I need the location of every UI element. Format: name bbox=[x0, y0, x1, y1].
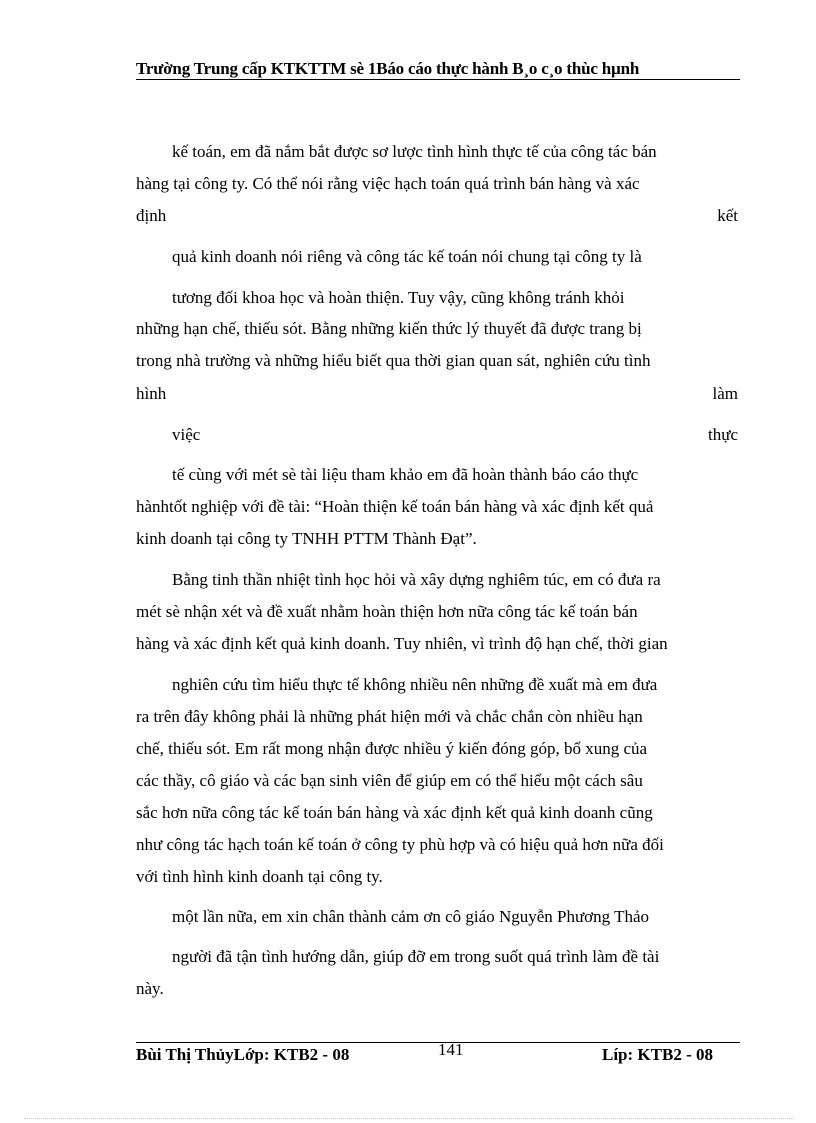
body-line: sắc hơn nữa công tác kế toán bán hàng và xác định kết quả kinh doanh cũng bbox=[136, 803, 653, 822]
body-line: tương đối khoa học và hoàn thiện. Tuy vậy, cũng không tránh khỏi bbox=[172, 288, 625, 307]
body-line: kế toán, em đã nắm bắt được sơ lược tình hình thực tế của công tác bán bbox=[172, 142, 657, 161]
body-line-right: kết bbox=[717, 206, 738, 225]
body-line: tế cùng với mét sè tài liệu tham khảo em đã hoàn thành báo cáo thực bbox=[172, 465, 639, 484]
body-line-justified bbox=[136, 205, 738, 227]
footer-class: Líp: KTB2 - 08 bbox=[602, 1045, 713, 1064]
body-line: quả kinh doanh nói riêng và công tác kế toán nói chung tại công ty là bbox=[172, 247, 642, 266]
body-line: các thầy, cô giáo và các bạn sinh viên để giúp em có thể hiểu một cách sâu bbox=[136, 771, 643, 790]
body-line-left: định bbox=[136, 206, 167, 225]
body-line: những hạn chế, thiếu sót. Bằng những kiến thức lý thuyết đã được trang bị bbox=[136, 319, 642, 338]
body-line: này. bbox=[136, 979, 164, 998]
body-line: một lần nữa, em xin chân thành cảm ơn cô giáo Nguyễn Phương Thảo bbox=[172, 907, 650, 926]
body-line: Bằng tinh thần nhiệt tình học hỏi và xây dựng nghiêm túc, em có đưa ra bbox=[172, 570, 661, 589]
footer-author: Bùi Thị ThủyLớp: KTB2 - 08 bbox=[136, 1045, 350, 1064]
page-header: Trường Trung cấp KTKTTM sè 1Báo cáo thực hành B¸o c¸o thùc hµnh bbox=[136, 59, 640, 78]
body-line-left: việc bbox=[172, 425, 201, 444]
page-edge-divider bbox=[24, 1118, 794, 1119]
body-line: hàng tại công ty. Có thể nói rằng việc hạch toán quá trình bán hàng và xác bbox=[136, 174, 640, 193]
body-line: nghiên cứu tìm hiểu thực tế không nhiều nên những đề xuất mà em đưa bbox=[172, 675, 658, 694]
body-line: hàng và xác định kết quả kinh doanh. Tuy nhiên, vì trình độ hạn chế, thời gian bbox=[136, 634, 668, 653]
body-line: mét sè nhận xét và đề xuất nhằm hoàn thiện hơn nữa công tác kế toán bán bbox=[136, 602, 638, 621]
body-line-justified bbox=[136, 383, 738, 405]
page-number: 141 bbox=[438, 1040, 464, 1059]
body-line: với tình hình kinh doanh tại công ty. bbox=[136, 867, 383, 886]
body-line: người đã tận tình hướng dẫn, giúp đỡ em trong suốt quá trình làm đề tài bbox=[172, 947, 660, 966]
body-line: ra trên đây không phải là những phát hiện mới và chắc chắn còn nhiều hạn bbox=[136, 707, 643, 726]
body-line: chế, thiếu sót. Em rất mong nhận được nhiều ý kiến đóng góp, bổ xung của bbox=[136, 739, 648, 758]
body-line-justified bbox=[172, 424, 738, 446]
body-line: trong nhà trường và những hiểu biết qua thời gian quan sát, nghiên cứu tình bbox=[136, 351, 651, 370]
body-line-left: hình bbox=[136, 384, 167, 403]
body-line-right: thực bbox=[708, 425, 738, 444]
body-line: như công tác hạch toán kế toán ở công ty phù hợp và có hiệu quả hơn nữa đối bbox=[136, 835, 664, 854]
body-line: kinh doanh tại công ty TNHH PTTM Thành Đạt”. bbox=[136, 529, 477, 548]
body-line: hànhtốt nghiệp với đề tài: “Hoàn thiện kế toán bán hàng và xác định kết quả bbox=[136, 497, 654, 516]
header-divider bbox=[136, 79, 740, 80]
body-line-right: làm bbox=[712, 384, 738, 403]
